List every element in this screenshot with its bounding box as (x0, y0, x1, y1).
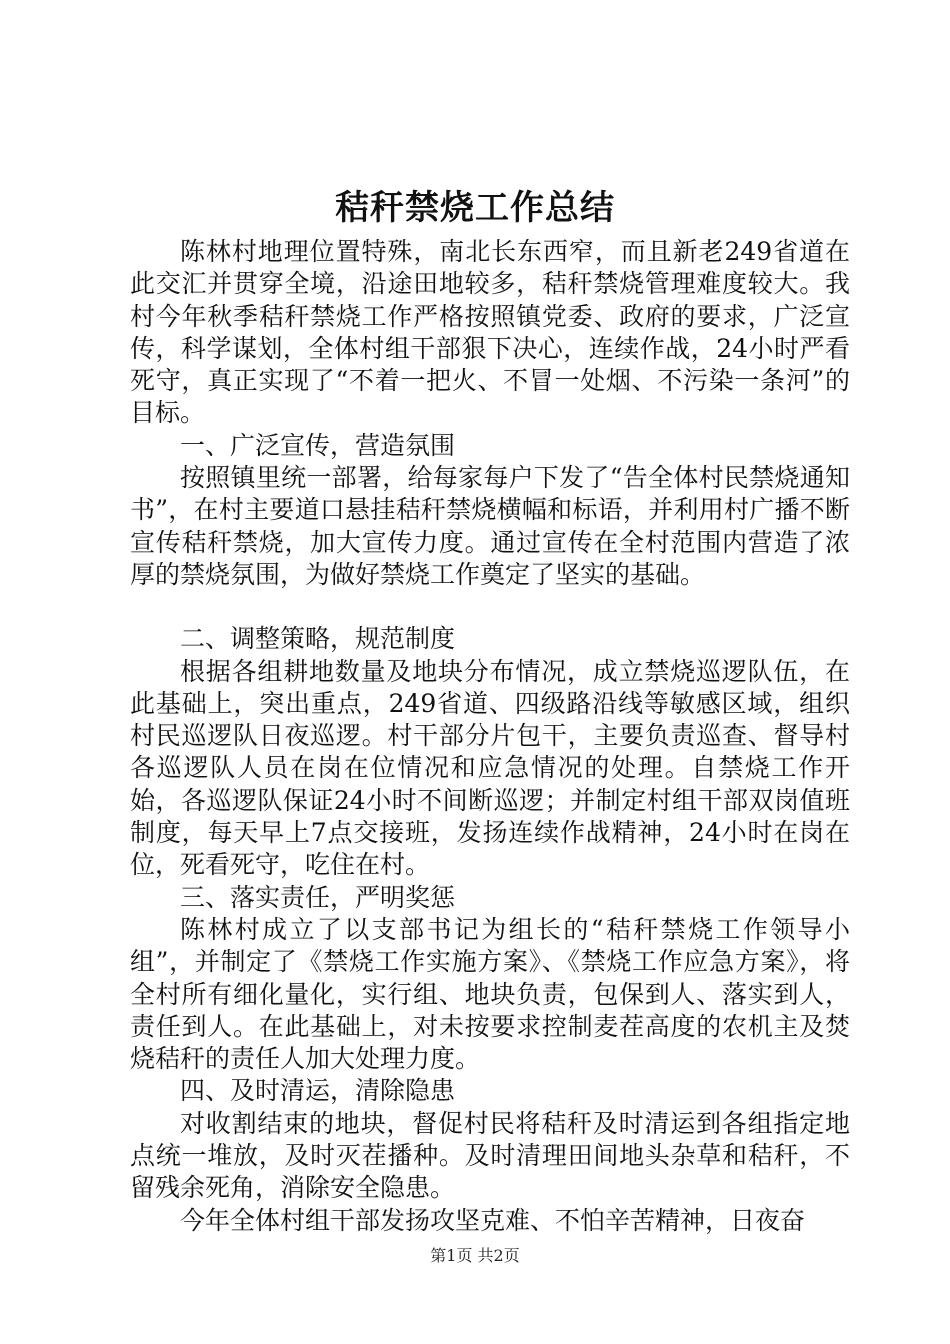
section-heading-3: 三、落实责任，严明奖惩 (180, 882, 456, 912)
section-3-paragraph: 陈林村成立了以支部书记为组长的“秸秆禁烧工作领导小组”，并制定了《禁烧工作实施方案》、《禁烧工作应急方案》，将全村所有细化量化，实行组、地块负责，包保到人、落实到人，责任到人。在此基础上，对未按要求控制麦茬高度的农机主及焚烧秸秆的责任人加大处理力度。 (130, 914, 850, 1074)
document-body (130, 236, 850, 1237)
section-4-paragraph: 对收割结束的地块，督促村民将秸秆及时清运到各组指定地点统一堆放，及时灭茬播种。及时清理田间地头杂草和秸秆，不留残余死角，消除安全隐患。 (130, 1108, 850, 1203)
page-number-footer: 第1页 共2页 (430, 1246, 520, 1265)
intro-paragraph: 陈林村地理位置特殊，南北长东西窄，而且新老249省道在此交汇并贯穿全境，沿途田地较多，秸秆禁烧管理难度较大。我村今年秋季秸秆禁烧工作严格按照镇党委、政府的要求，广泛宣传，科学谋划，全体村组干部狠下决心，连续作战，24小时严看死守，真正实现了“不着一把火、不冒一处烟、不污染一条河”的目标。 (130, 237, 850, 428)
section-heading-4: 四、及时清运，清除隐患 (180, 1076, 456, 1106)
section-heading-2: 二、调整策略，规范制度 (180, 624, 456, 654)
document-title: 秸秆禁烧工作总结 (335, 188, 615, 228)
section-heading-1: 一、广泛宣传，营造氛围 (180, 430, 456, 460)
section-2-paragraph: 根据各组耕地数量及地块分布情况，成立禁烧巡逻队伍，在此基础上，突出重点，249省道、四级路沿线等敏感区域，组织村民巡逻队日夜巡逻。村干部分片包干，主要负责巡查、督导村各巡逻队人员在岗在位情况和应急情况的处理。自禁烧工作开始，各巡逻队保证24小时不间断巡逻；并制定村组干部双岗值班制度，每天早上7点交接班，发扬连续作战精神，24小时在岗在位，死看死守，吃住在村。 (130, 656, 850, 880)
paragraph-gap (130, 591, 850, 623)
closing-paragraph: 今年全体村组干部发扬攻坚克难、不怕辛苦精神，日夜奋 (180, 1205, 806, 1235)
section-1-paragraph: 按照镇里统一部署，给每家每户下发了“告全体村民禁烧通知书”，在村主要道口悬挂秸秆禁烧横幅和标语，并利用村广播不断宣传秸秆禁烧，加大宣传力度。通过宣传在全村范围内营造了浓厚的禁烧氛围，为做好禁烧工作奠定了坚实的基础。 (130, 463, 850, 589)
